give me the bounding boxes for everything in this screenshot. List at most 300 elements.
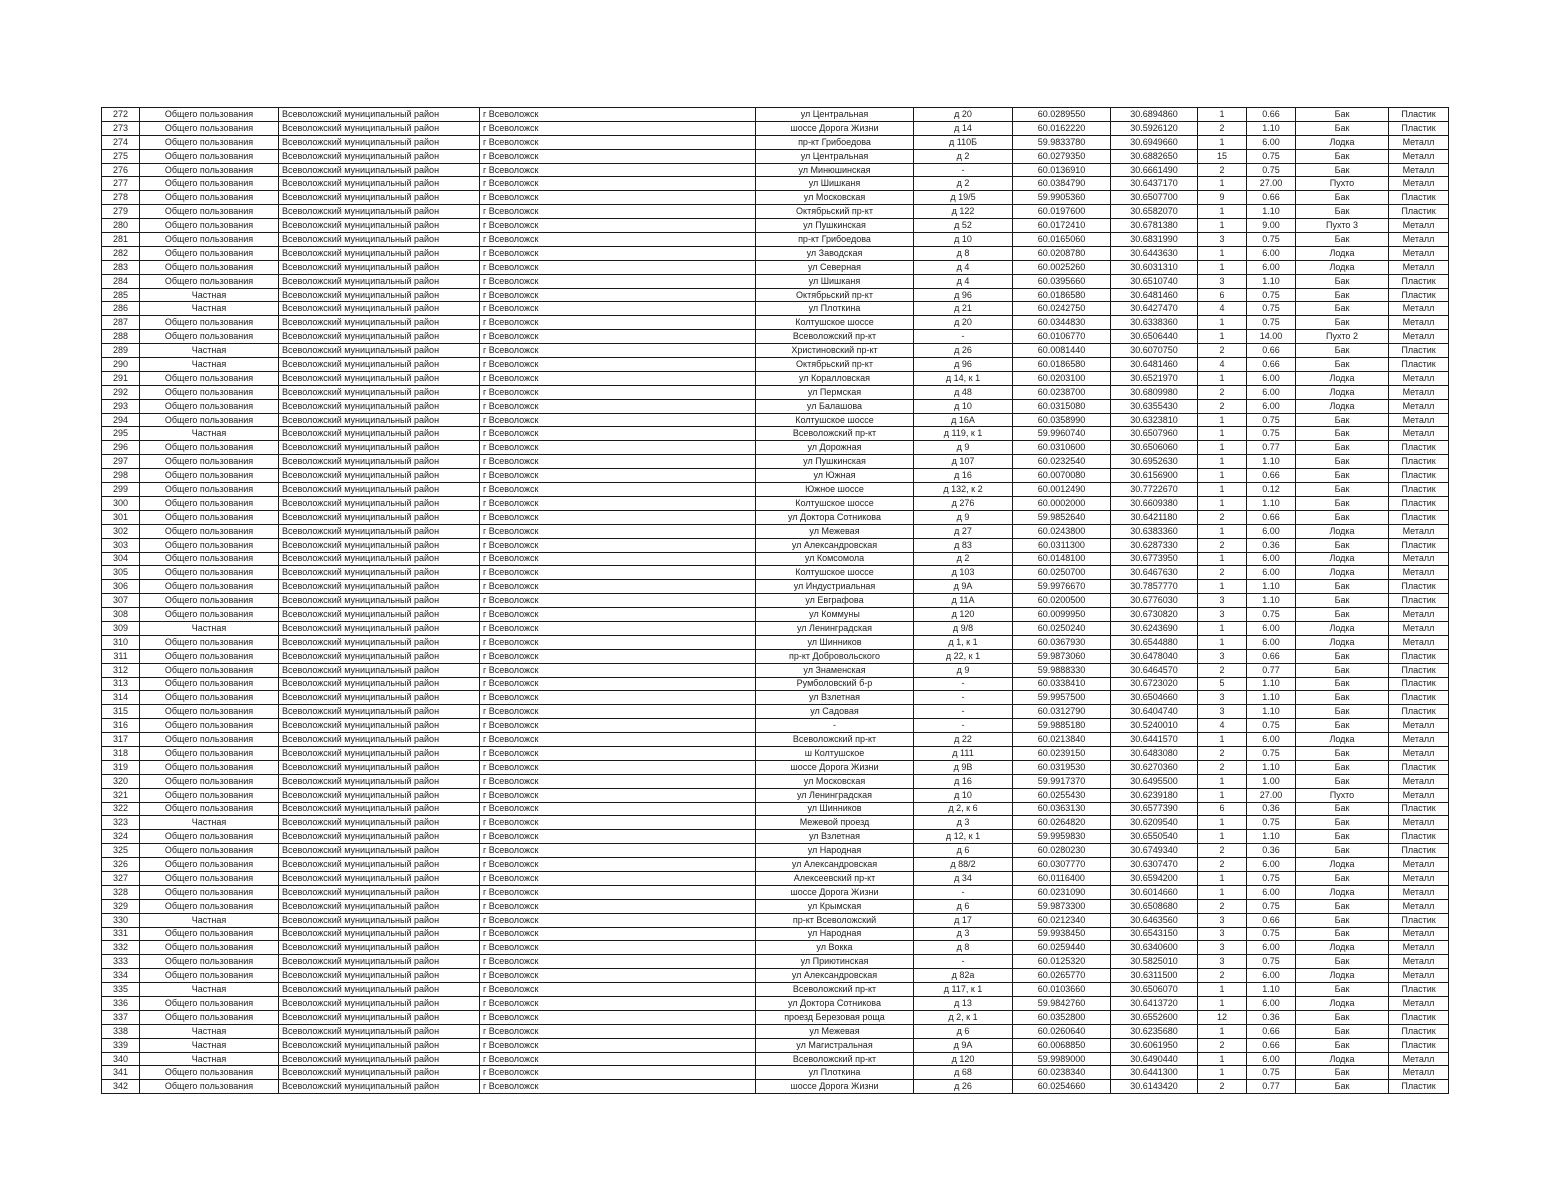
cell-house: д 120: [914, 608, 1013, 622]
cell-latitude: 60.0367930: [1013, 635, 1111, 649]
cell-house: д 27: [914, 524, 1013, 538]
cell-longitude: 30.5926120: [1111, 121, 1198, 135]
cell-container-count: 1: [1198, 983, 1247, 997]
cell-city: г Всеволожск: [480, 899, 756, 913]
cell-material: Пластик: [1389, 510, 1449, 524]
cell-longitude: 30.6270360: [1111, 760, 1198, 774]
cell-container-type: Бак: [1296, 1066, 1389, 1080]
cell-volume: 0.75: [1247, 413, 1296, 427]
cell-street: ш Колтушское: [756, 746, 914, 760]
cell-street: ул Балашова: [756, 399, 914, 413]
cell-ownership-type: Общего пользования: [140, 121, 279, 135]
cell-latitude: 60.0231090: [1013, 885, 1111, 899]
table-row: [102, 177, 1449, 191]
table-row: [102, 246, 1449, 260]
cell-container-count: 2: [1198, 538, 1247, 552]
cell-container-count: 9: [1198, 191, 1247, 205]
cell-city: г Всеволожск: [480, 302, 756, 316]
cell-material: Металл: [1389, 371, 1449, 385]
cell-ownership-type: Частная: [140, 621, 279, 635]
cell-volume: 0.12: [1247, 483, 1296, 497]
cell-row-number: 276: [102, 163, 140, 177]
cell-longitude: 30.6427470: [1111, 302, 1198, 316]
cell-ownership-type: Частная: [140, 427, 279, 441]
cell-ownership-type: Общего пользования: [140, 371, 279, 385]
cell-district: Всеволожский муниципальный район: [279, 844, 480, 858]
cell-house: д 9: [914, 510, 1013, 524]
cell-latitude: 60.0250240: [1013, 621, 1111, 635]
cell-street: ул Александровская: [756, 538, 914, 552]
cell-street: Христиновский пр-кт: [756, 344, 914, 358]
cell-container-type: Лодка: [1296, 399, 1389, 413]
cell-house: д 120: [914, 1052, 1013, 1066]
cell-latitude: 59.9960740: [1013, 427, 1111, 441]
cell-ownership-type: Общего пользования: [140, 788, 279, 802]
cell-container-count: 2: [1198, 399, 1247, 413]
cell-house: д 96: [914, 358, 1013, 372]
cell-ownership-type: Частная: [140, 1024, 279, 1038]
cell-row-number: 299: [102, 483, 140, 497]
cell-volume: 0.75: [1247, 163, 1296, 177]
cell-container-count: 6: [1198, 802, 1247, 816]
cell-city: г Всеволожск: [480, 385, 756, 399]
cell-material: Металл: [1389, 733, 1449, 747]
cell-volume: 6.00: [1247, 552, 1296, 566]
cell-house: д 83: [914, 538, 1013, 552]
cell-material: Пластик: [1389, 191, 1449, 205]
cell-container-type: Пухто 3: [1296, 219, 1389, 233]
table-row: [102, 733, 1449, 747]
cell-longitude: 30.5825010: [1111, 955, 1198, 969]
cell-container-type: Бак: [1296, 121, 1389, 135]
cell-street: ул Комсомола: [756, 552, 914, 566]
cell-latitude: 60.0239150: [1013, 746, 1111, 760]
cell-longitude: 30.6441570: [1111, 733, 1198, 747]
cell-longitude: 30.6776030: [1111, 594, 1198, 608]
table-row: [102, 121, 1449, 135]
table-row: [102, 955, 1449, 969]
cell-row-number: 310: [102, 635, 140, 649]
cell-longitude: 30.6495500: [1111, 774, 1198, 788]
cell-longitude: 30.6582070: [1111, 205, 1198, 219]
cell-latitude: 60.0358990: [1013, 413, 1111, 427]
cell-material: Пластик: [1389, 496, 1449, 510]
cell-district: Всеволожский муниципальный район: [279, 108, 480, 122]
cell-latitude: 60.0081440: [1013, 344, 1111, 358]
cell-district: Всеволожский муниципальный район: [279, 997, 480, 1011]
cell-street: ул Ленинградская: [756, 621, 914, 635]
cell-longitude: 30.6478040: [1111, 649, 1198, 663]
cell-street: ул Плоткина: [756, 1066, 914, 1080]
cell-house: -: [914, 719, 1013, 733]
cell-latitude: 60.0125320: [1013, 955, 1111, 969]
cell-container-count: 5: [1198, 677, 1247, 691]
data-table: [101, 107, 1449, 1094]
cell-row-number: 321: [102, 788, 140, 802]
cell-latitude: 60.0172410: [1013, 219, 1111, 233]
cell-row-number: 290: [102, 358, 140, 372]
cell-longitude: 30.5240010: [1111, 719, 1198, 733]
cell-house: д 11А: [914, 594, 1013, 608]
cell-volume: 14.00: [1247, 330, 1296, 344]
cell-house: д 19/5: [914, 191, 1013, 205]
cell-latitude: 60.0070080: [1013, 469, 1111, 483]
cell-ownership-type: Частная: [140, 288, 279, 302]
cell-container-count: 3: [1198, 274, 1247, 288]
cell-street: ул Народная: [756, 844, 914, 858]
cell-container-type: Бак: [1296, 705, 1389, 719]
cell-district: Всеволожский муниципальный район: [279, 705, 480, 719]
cell-ownership-type: Общего пользования: [140, 149, 279, 163]
cell-container-count: 1: [1198, 246, 1247, 260]
cell-row-number: 295: [102, 427, 140, 441]
cell-city: г Всеволожск: [480, 885, 756, 899]
cell-district: Всеволожский муниципальный район: [279, 1080, 480, 1094]
cell-container-count: 12: [1198, 1010, 1247, 1024]
cell-ownership-type: Общего пользования: [140, 927, 279, 941]
table-row: [102, 149, 1449, 163]
cell-volume: 0.75: [1247, 955, 1296, 969]
cell-street: Октябрьский пр-кт: [756, 358, 914, 372]
table-row: [102, 663, 1449, 677]
cell-street: ул Пермская: [756, 385, 914, 399]
cell-house: д 6: [914, 899, 1013, 913]
cell-material: Пластик: [1389, 691, 1449, 705]
cell-material: Металл: [1389, 746, 1449, 760]
cell-container-count: 1: [1198, 774, 1247, 788]
cell-container-type: Лодка: [1296, 621, 1389, 635]
cell-street: Колтушское шоссе: [756, 316, 914, 330]
cell-house: -: [914, 955, 1013, 969]
cell-volume: 1.10: [1247, 496, 1296, 510]
cell-district: Всеволожский муниципальный район: [279, 358, 480, 372]
cell-longitude: 30.6490440: [1111, 1052, 1198, 1066]
cell-latitude: 60.0254660: [1013, 1080, 1111, 1094]
table-row: [102, 413, 1449, 427]
cell-house: д 26: [914, 1080, 1013, 1094]
cell-material: Пластик: [1389, 913, 1449, 927]
cell-longitude: 30.6550540: [1111, 830, 1198, 844]
table-row: [102, 913, 1449, 927]
cell-longitude: 30.6031310: [1111, 260, 1198, 274]
cell-row-number: 285: [102, 288, 140, 302]
cell-city: г Всеволожск: [480, 1024, 756, 1038]
cell-latitude: 60.0136910: [1013, 163, 1111, 177]
cell-volume: 0.66: [1247, 649, 1296, 663]
cell-district: Всеволожский муниципальный район: [279, 399, 480, 413]
cell-ownership-type: Общего пользования: [140, 997, 279, 1011]
table-row: [102, 705, 1449, 719]
cell-longitude: 30.6311500: [1111, 969, 1198, 983]
cell-district: Всеволожский муниципальный район: [279, 135, 480, 149]
cell-container-type: Бак: [1296, 274, 1389, 288]
cell-latitude: 59.9852640: [1013, 510, 1111, 524]
cell-ownership-type: Частная: [140, 1038, 279, 1052]
cell-material: Металл: [1389, 816, 1449, 830]
cell-latitude: 59.9888330: [1013, 663, 1111, 677]
cell-volume: 0.66: [1247, 913, 1296, 927]
cell-container-count: 1: [1198, 816, 1247, 830]
cell-district: Всеволожский муниципальный район: [279, 858, 480, 872]
cell-container-count: 2: [1198, 760, 1247, 774]
table-row: [102, 941, 1449, 955]
cell-street: Октябрьский пр-кт: [756, 288, 914, 302]
cell-material: Пластик: [1389, 760, 1449, 774]
cell-material: Пластик: [1389, 483, 1449, 497]
cell-city: г Всеволожск: [480, 455, 756, 469]
table-row: [102, 1024, 1449, 1038]
cell-latitude: 60.0213840: [1013, 733, 1111, 747]
cell-street: ул Доктора Сотникова: [756, 997, 914, 1011]
cell-container-count: 1: [1198, 733, 1247, 747]
cell-material: Металл: [1389, 927, 1449, 941]
cell-latitude: 60.0208780: [1013, 246, 1111, 260]
cell-city: г Всеволожск: [480, 927, 756, 941]
table-row: [102, 427, 1449, 441]
cell-container-count: 2: [1198, 566, 1247, 580]
cell-container-type: Бак: [1296, 469, 1389, 483]
cell-district: Всеволожский муниципальный район: [279, 719, 480, 733]
cell-material: Пластик: [1389, 663, 1449, 677]
cell-ownership-type: Общего пользования: [140, 246, 279, 260]
cell-container-type: Лодка: [1296, 635, 1389, 649]
table-row: [102, 691, 1449, 705]
cell-house: д 12, к 1: [914, 830, 1013, 844]
cell-container-count: 3: [1198, 705, 1247, 719]
cell-container-count: 1: [1198, 371, 1247, 385]
cell-longitude: 30.6506440: [1111, 330, 1198, 344]
cell-material: Металл: [1389, 524, 1449, 538]
cell-latitude: 60.0250700: [1013, 566, 1111, 580]
cell-row-number: 275: [102, 149, 140, 163]
cell-latitude: 60.0232540: [1013, 455, 1111, 469]
cell-volume: 1.10: [1247, 830, 1296, 844]
table-row: [102, 330, 1449, 344]
cell-longitude: 30.6340600: [1111, 941, 1198, 955]
cell-volume: 6.00: [1247, 385, 1296, 399]
cell-row-number: 315: [102, 705, 140, 719]
cell-city: г Всеволожск: [480, 496, 756, 510]
cell-container-type: Лодка: [1296, 260, 1389, 274]
cell-material: Пластик: [1389, 469, 1449, 483]
cell-row-number: 301: [102, 510, 140, 524]
cell-ownership-type: Общего пользования: [140, 108, 279, 122]
cell-city: г Всеволожск: [480, 1080, 756, 1094]
cell-city: г Всеволожск: [480, 802, 756, 816]
cell-latitude: 59.9873300: [1013, 899, 1111, 913]
table-row: [102, 191, 1449, 205]
cell-house: д 13: [914, 997, 1013, 1011]
cell-container-count: 2: [1198, 858, 1247, 872]
cell-ownership-type: Общего пользования: [140, 177, 279, 191]
cell-house: -: [914, 691, 1013, 705]
cell-volume: 0.75: [1247, 427, 1296, 441]
cell-container-type: Лодка: [1296, 552, 1389, 566]
table-row: [102, 510, 1449, 524]
cell-volume: 0.75: [1247, 746, 1296, 760]
cell-district: Всеволожский муниципальный район: [279, 260, 480, 274]
cell-ownership-type: Общего пользования: [140, 733, 279, 747]
cell-container-type: Бак: [1296, 1080, 1389, 1094]
cell-container-type: Лодка: [1296, 524, 1389, 538]
cell-house: д 111: [914, 746, 1013, 760]
cell-street: ул Московская: [756, 774, 914, 788]
cell-house: д 6: [914, 1024, 1013, 1038]
cell-district: Всеволожский муниципальный район: [279, 316, 480, 330]
cell-latitude: 59.9957500: [1013, 691, 1111, 705]
cell-latitude: 60.0265770: [1013, 969, 1111, 983]
cell-city: г Всеволожск: [480, 344, 756, 358]
cell-district: Всеволожский муниципальный район: [279, 538, 480, 552]
cell-row-number: 273: [102, 121, 140, 135]
cell-ownership-type: Общего пользования: [140, 469, 279, 483]
cell-row-number: 302: [102, 524, 140, 538]
cell-ownership-type: Общего пользования: [140, 274, 279, 288]
cell-row-number: 316: [102, 719, 140, 733]
cell-longitude: 30.6781380: [1111, 219, 1198, 233]
cell-house: д 52: [914, 219, 1013, 233]
cell-house: д 20: [914, 108, 1013, 122]
cell-district: Всеволожский муниципальный район: [279, 205, 480, 219]
cell-container-count: 1: [1198, 580, 1247, 594]
table-row: [102, 983, 1449, 997]
table-row: [102, 1066, 1449, 1080]
cell-city: г Всеволожск: [480, 552, 756, 566]
cell-material: Пластик: [1389, 1038, 1449, 1052]
cell-street: ул Межевая: [756, 524, 914, 538]
cell-latitude: 60.0148100: [1013, 552, 1111, 566]
cell-district: Всеволожский муниципальный район: [279, 608, 480, 622]
cell-house: -: [914, 330, 1013, 344]
cell-container-type: Бак: [1296, 538, 1389, 552]
cell-city: г Всеволожск: [480, 774, 756, 788]
cell-street: Алексеевский пр-кт: [756, 871, 914, 885]
cell-district: Всеволожский муниципальный район: [279, 1010, 480, 1024]
cell-street: проезд Березовая роща: [756, 1010, 914, 1024]
cell-street: Всеволожский пр-кт: [756, 733, 914, 747]
cell-latitude: 59.9938450: [1013, 927, 1111, 941]
cell-volume: 0.75: [1247, 816, 1296, 830]
cell-longitude: 30.6506060: [1111, 441, 1198, 455]
cell-house: д 68: [914, 1066, 1013, 1080]
cell-row-number: 337: [102, 1010, 140, 1024]
cell-district: Всеволожский муниципальный район: [279, 566, 480, 580]
cell-container-count: 1: [1198, 635, 1247, 649]
cell-house: д 9А: [914, 580, 1013, 594]
cell-district: Всеволожский муниципальный район: [279, 663, 480, 677]
cell-district: Всеволожский муниципальный район: [279, 1066, 480, 1080]
cell-volume: 6.00: [1247, 524, 1296, 538]
cell-container-count: 6: [1198, 288, 1247, 302]
cell-container-type: Бак: [1296, 844, 1389, 858]
cell-material: Пластик: [1389, 677, 1449, 691]
cell-city: г Всеволожск: [480, 399, 756, 413]
table-row: [102, 816, 1449, 830]
cell-container-type: Бак: [1296, 316, 1389, 330]
cell-container-count: 1: [1198, 483, 1247, 497]
cell-street: ул Шишканя: [756, 177, 914, 191]
cell-container-type: Лодка: [1296, 566, 1389, 580]
cell-street: ул Евграфова: [756, 594, 914, 608]
cell-ownership-type: Общего пользования: [140, 899, 279, 913]
cell-ownership-type: Общего пользования: [140, 483, 279, 497]
cell-row-number: 277: [102, 177, 140, 191]
cell-house: д 9/8: [914, 621, 1013, 635]
cell-city: г Всеволожск: [480, 274, 756, 288]
cell-longitude: 30.6543150: [1111, 927, 1198, 941]
cell-row-number: 323: [102, 816, 140, 830]
cell-container-count: 1: [1198, 997, 1247, 1011]
cell-container-count: 2: [1198, 510, 1247, 524]
cell-row-number: 309: [102, 621, 140, 635]
cell-street: пр-кт Добровольского: [756, 649, 914, 663]
cell-row-number: 334: [102, 969, 140, 983]
cell-container-type: Бак: [1296, 149, 1389, 163]
cell-row-number: 304: [102, 552, 140, 566]
cell-city: г Всеволожск: [480, 635, 756, 649]
cell-house: д 4: [914, 274, 1013, 288]
cell-district: Всеволожский муниципальный район: [279, 552, 480, 566]
cell-ownership-type: Общего пользования: [140, 205, 279, 219]
table-row: [102, 1052, 1449, 1066]
cell-container-type: Бак: [1296, 830, 1389, 844]
cell-district: Всеволожский муниципальный район: [279, 816, 480, 830]
table-row: [102, 1038, 1449, 1052]
cell-latitude: 60.0280230: [1013, 844, 1111, 858]
cell-latitude: 60.0103660: [1013, 983, 1111, 997]
cell-district: Всеволожский муниципальный район: [279, 233, 480, 247]
cell-street: ул Коммуны: [756, 608, 914, 622]
cell-latitude: 60.0352800: [1013, 1010, 1111, 1024]
cell-latitude: 59.9976670: [1013, 580, 1111, 594]
cell-district: Всеволожский муниципальный район: [279, 1052, 480, 1066]
cell-ownership-type: Общего пользования: [140, 219, 279, 233]
cell-city: г Всеволожск: [480, 510, 756, 524]
cell-house: д 10: [914, 233, 1013, 247]
cell-material: Металл: [1389, 246, 1449, 260]
cell-street: Всеволожский пр-кт: [756, 330, 914, 344]
cell-district: Всеволожский муниципальный район: [279, 121, 480, 135]
cell-house: д 96: [914, 288, 1013, 302]
cell-house: д 110Б: [914, 135, 1013, 149]
cell-container-type: Бак: [1296, 719, 1389, 733]
cell-material: Металл: [1389, 302, 1449, 316]
table-row: [102, 830, 1449, 844]
cell-longitude: 30.6952630: [1111, 455, 1198, 469]
cell-district: Всеволожский муниципальный район: [279, 455, 480, 469]
cell-latitude: 60.0344830: [1013, 316, 1111, 330]
cell-longitude: 30.6594200: [1111, 871, 1198, 885]
cell-longitude: 30.6809980: [1111, 385, 1198, 399]
cell-row-number: 341: [102, 1066, 140, 1080]
cell-volume: 6.00: [1247, 371, 1296, 385]
cell-district: Всеволожский муниципальный район: [279, 246, 480, 260]
cell-street: ул Дорожная: [756, 441, 914, 455]
cell-district: Всеволожский муниципальный район: [279, 955, 480, 969]
cell-volume: 0.77: [1247, 441, 1296, 455]
cell-volume: 27.00: [1247, 177, 1296, 191]
cell-ownership-type: Общего пользования: [140, 580, 279, 594]
cell-street: ул Вокка: [756, 941, 914, 955]
cell-city: г Всеволожск: [480, 1052, 756, 1066]
cell-material: Металл: [1389, 163, 1449, 177]
cell-longitude: 30.6506070: [1111, 983, 1198, 997]
cell-material: Пластик: [1389, 1024, 1449, 1038]
cell-ownership-type: Общего пользования: [140, 969, 279, 983]
cell-street: ул Приютинская: [756, 955, 914, 969]
cell-container-type: Бак: [1296, 802, 1389, 816]
cell-longitude: 30.6510740: [1111, 274, 1198, 288]
